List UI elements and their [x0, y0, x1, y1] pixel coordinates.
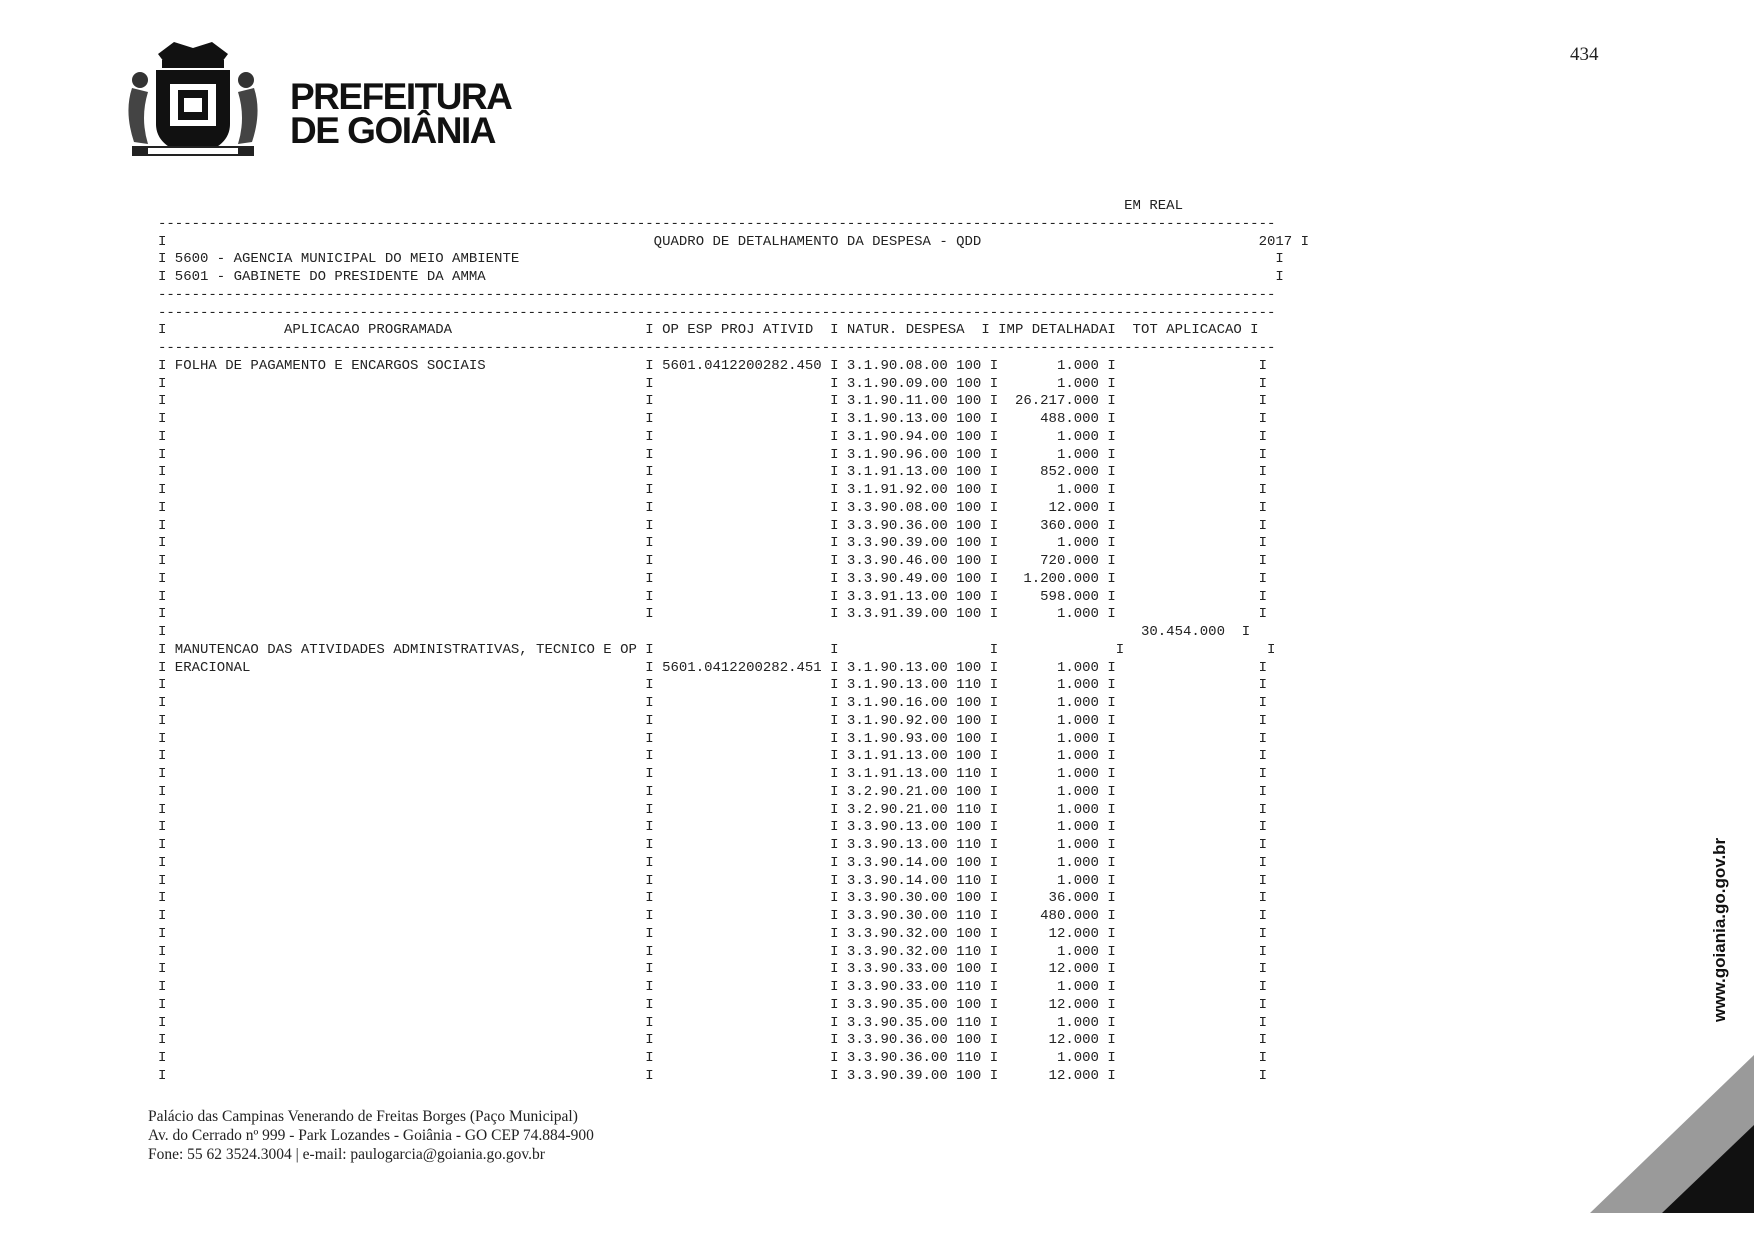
qdd-report	[158, 198, 1309, 1086]
report-line: I I I 3.3.90.30.00 100 I 36.000 I I	[158, 890, 1267, 907]
report-line: I I I 3.1.90.13.00 110 I 1.000 I I	[158, 677, 1267, 694]
report-line: I I I 3.3.90.33.00 110 I 1.000 I I	[158, 979, 1267, 995]
report-line: I APLICACAO PROGRAMADA I OP ESP PROJ ATIVID I NATUR. DESPESA I IMP DETALHADAI TOT APLICACAO I	[158, 322, 1259, 339]
footer-contact: Fone: 55 62 3524.3004 | e-mail: paulogarcia@goiania.go.gov.br	[148, 1146, 545, 1163]
report-line: I I I 3.3.90.39.00 100 I 1.000 I I	[158, 535, 1267, 552]
report-line: I I I 3.1.90.93.00 100 I 1.000 I I	[158, 730, 1267, 747]
report-line: EM REAL	[158, 198, 1183, 214]
report-line: I I I 3.3.90.32.00 110 I 1.000 I I	[158, 943, 1267, 960]
logo-line-2: DE GOIÂNIA	[290, 110, 495, 151]
report-line: I I I 3.3.90.36.00 100 I 12.000 I I	[158, 1032, 1267, 1049]
report-line: I I I 3.1.91.13.00 100 I 1.000 I I	[158, 748, 1267, 765]
report-line: I MANUTENCAO DAS ATIVIDADES ADMINISTRATIVAS, TECNICO E OP I I I I I	[158, 641, 1276, 658]
report-line: I I I 3.3.90.46.00 100 I 720.000 I I	[158, 553, 1267, 569]
report-line: I I I 3.1.90.94.00 100 I 1.000 I I	[158, 428, 1267, 445]
report-line: -------------------------------------------------------------------------------------------------------------------------------------	[158, 340, 1276, 356]
report-line: I 5601 - GABINETE DO PRESIDENTE DA AMMA I	[158, 269, 1284, 285]
report-line: I I I 3.3.90.33.00 100 I 12.000 I I	[158, 961, 1267, 978]
report-line: I I I 3.3.90.14.00 110 I 1.000 I I	[158, 872, 1267, 889]
report-line: I I I 3.3.90.13.00 100 I 1.000 I I	[158, 819, 1267, 836]
report-line: I I I 3.1.90.09.00 100 I 1.000 I I	[158, 375, 1267, 392]
report-line: I I I 3.1.91.13.00 110 I 1.000 I I	[158, 766, 1267, 782]
report-line: I I I 3.1.90.13.00 100 I 488.000 I I	[158, 411, 1267, 427]
report-line: -------------------------------------------------------------------------------------------------------------------------------------	[158, 286, 1276, 303]
report-line: I I I 3.3.90.35.00 110 I 1.000 I I	[158, 1014, 1267, 1031]
report-line: -------------------------------------------------------------------------------------------------------------------------------------	[158, 215, 1276, 232]
corner-decoration	[1590, 1055, 1754, 1213]
report-line: I I I 3.3.90.36.00 110 I 1.000 I I	[158, 1050, 1267, 1066]
report-line: I I I 3.3.90.13.00 110 I 1.000 I I	[158, 837, 1267, 853]
report-line: I I I 3.3.90.30.00 110 I 480.000 I I	[158, 908, 1267, 924]
coat-of-arms-icon	[118, 32, 268, 164]
report-line: I I I 3.3.90.32.00 100 I 12.000 I I	[158, 925, 1267, 942]
report-line: I I I 3.3.90.08.00 100 I 12.000 I I	[158, 499, 1267, 516]
report-line: I 5600 - AGENCIA MUNICIPAL DO MEIO AMBIENTE I	[158, 251, 1284, 268]
prefeitura-logo	[118, 32, 512, 164]
report-line: I I I 3.3.90.35.00 100 I 12.000 I I	[158, 996, 1267, 1013]
report-line: I I I 3.3.90.36.00 100 I 360.000 I I	[158, 517, 1267, 534]
report-line: I I I 3.1.90.92.00 100 I 1.000 I I	[158, 712, 1267, 729]
report-line: -------------------------------------------------------------------------------------------------------------------------------------	[158, 304, 1276, 321]
report-line: I I I 3.3.90.49.00 100 I 1.200.000 I I	[158, 570, 1267, 587]
footer	[148, 1107, 594, 1164]
page-number: 434	[1570, 44, 1599, 65]
report-line: I 30.454.000 I	[158, 624, 1251, 640]
footer-address-1: Palácio das Campinas Venerando de Freitas Borges (Paço Municipal)	[148, 1108, 578, 1125]
report-line: I I I 3.1.90.16.00 100 I 1.000 I I	[158, 695, 1267, 711]
report-line: I I I 3.1.90.11.00 100 I 26.217.000 I I	[158, 393, 1267, 410]
report-line: I I I 3.2.90.21.00 100 I 1.000 I I	[158, 783, 1267, 800]
report-line: I I I 3.1.91.13.00 100 I 852.000 I I	[158, 464, 1267, 481]
report-line: I I I 3.1.90.96.00 100 I 1.000 I I	[158, 446, 1267, 463]
report-line: I I I 3.3.91.13.00 100 I 598.000 I I	[158, 588, 1267, 605]
logo-text	[290, 76, 512, 151]
report-line: I I I 3.3.90.39.00 100 I 12.000 I I	[158, 1067, 1267, 1084]
report-line: I QUADRO DE DETALHAMENTO DA DESPESA - QDD 2017 I	[158, 233, 1309, 250]
report-line: I FOLHA DE PAGAMENTO E ENCARGOS SOCIAIS I 5601.0412200282.450 I 3.1.90.08.00 100 I 1.000 I I	[158, 357, 1267, 374]
report-line: I I I 3.1.91.92.00 100 I 1.000 I I	[158, 482, 1267, 498]
logo-line-1: PREFEITURA	[290, 76, 512, 117]
report-line: I ERACIONAL I 5601.0412200282.451 I 3.1.90.13.00 100 I 1.000 I I	[158, 659, 1267, 676]
footer-address-2: Av. do Cerrado nº 999 - Park Lozandes - Goiânia - GO CEP 74.884-900	[148, 1127, 594, 1144]
report-line: I I I 3.2.90.21.00 110 I 1.000 I I	[158, 801, 1267, 818]
website-url: www.goiania.go.gov.br	[1710, 837, 1729, 1022]
report-line: I I I 3.3.91.39.00 100 I 1.000 I I	[158, 606, 1267, 623]
report-line: I I I 3.3.90.14.00 100 I 1.000 I I	[158, 854, 1267, 871]
